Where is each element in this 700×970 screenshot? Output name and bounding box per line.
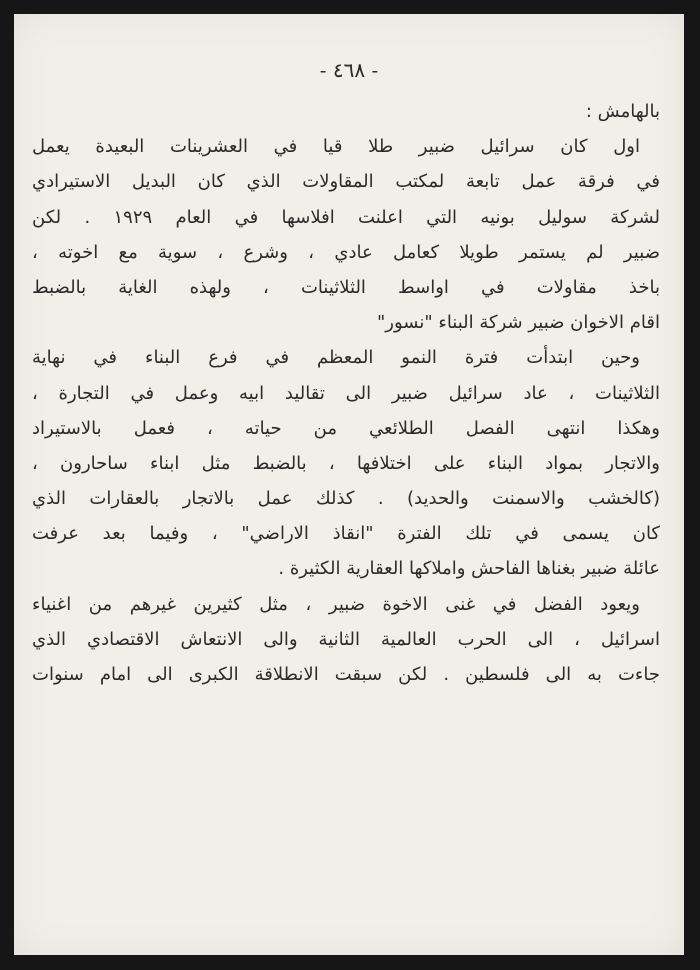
- page-number: - ٤٦٨ -: [319, 58, 379, 82]
- text-line: في فرقة عمل تابعة لمكتب المقاولات الذي كان البديل الاستيرادي: [32, 171, 660, 193]
- text-line: اسرائيل ، الى الحرب العالمية الثانية والى الانتعاش الاقتصادي الذي: [32, 628, 660, 650]
- text-line: ضبير لم يستمر طويلا كعامل عادي ، وشرع ، سوية مع اخوته ،: [32, 241, 660, 263]
- text-line: كان يسمى في تلك الفترة "انقاذ الاراضي" ، وفيما بعد عرفت: [32, 523, 660, 545]
- text-line: عائلة ضبير بغناها الفاحش واملاكها العقارية الكثيرة .: [278, 558, 660, 580]
- document-page: [14, 14, 684, 955]
- text-line: والاتجار بمواد البناء على اختلافها ، بالضبط مثل ابناء ساحارون ،: [32, 452, 660, 474]
- document-body: [32, 94, 660, 692]
- text-line: الثلاثينات ، عاد سرائيل ضبير الى تقاليد ابيه وعمل في التجارة ،: [32, 382, 660, 404]
- text-line: اول كان سرائيل ضبير طلا قيا في العشرينات البعيدة يعمل: [32, 136, 640, 158]
- text-line: جاءت به الى فلسطين . لكن سبقت الانطلاقة الكبرى الى امام سنوات: [32, 664, 660, 685]
- text-line: باخذ مقاولات في اواسط الثلاثينات ، ولهذه الغاية بالضبط: [32, 276, 660, 298]
- text-line: لشركة سوليل بونيه التي اعلنت افلاسها في العام ١٩٢٩ . لكن: [32, 206, 660, 228]
- text-line: (كالخشب والاسمنت والحديد) . كذلك عمل بالاتجار بالعقارات الذي: [32, 488, 660, 510]
- text-line: وهكذا انتهى الفصل الطلائعي من حياته ، فعمل بالاستيراد: [32, 417, 660, 439]
- text-line: اقام الاخوان ضبير شركة البناء "نسور": [377, 312, 660, 334]
- text-line: بالهامش :: [585, 101, 660, 122]
- text-line: وحين ابتدأت فترة النمو المعظم في فرع البناء في نهاية: [32, 347, 640, 369]
- text-line: ويعود الفضل في غنى الاخوة ضبير ، مثل كثيرين غيرهم من اغنياء: [32, 593, 640, 615]
